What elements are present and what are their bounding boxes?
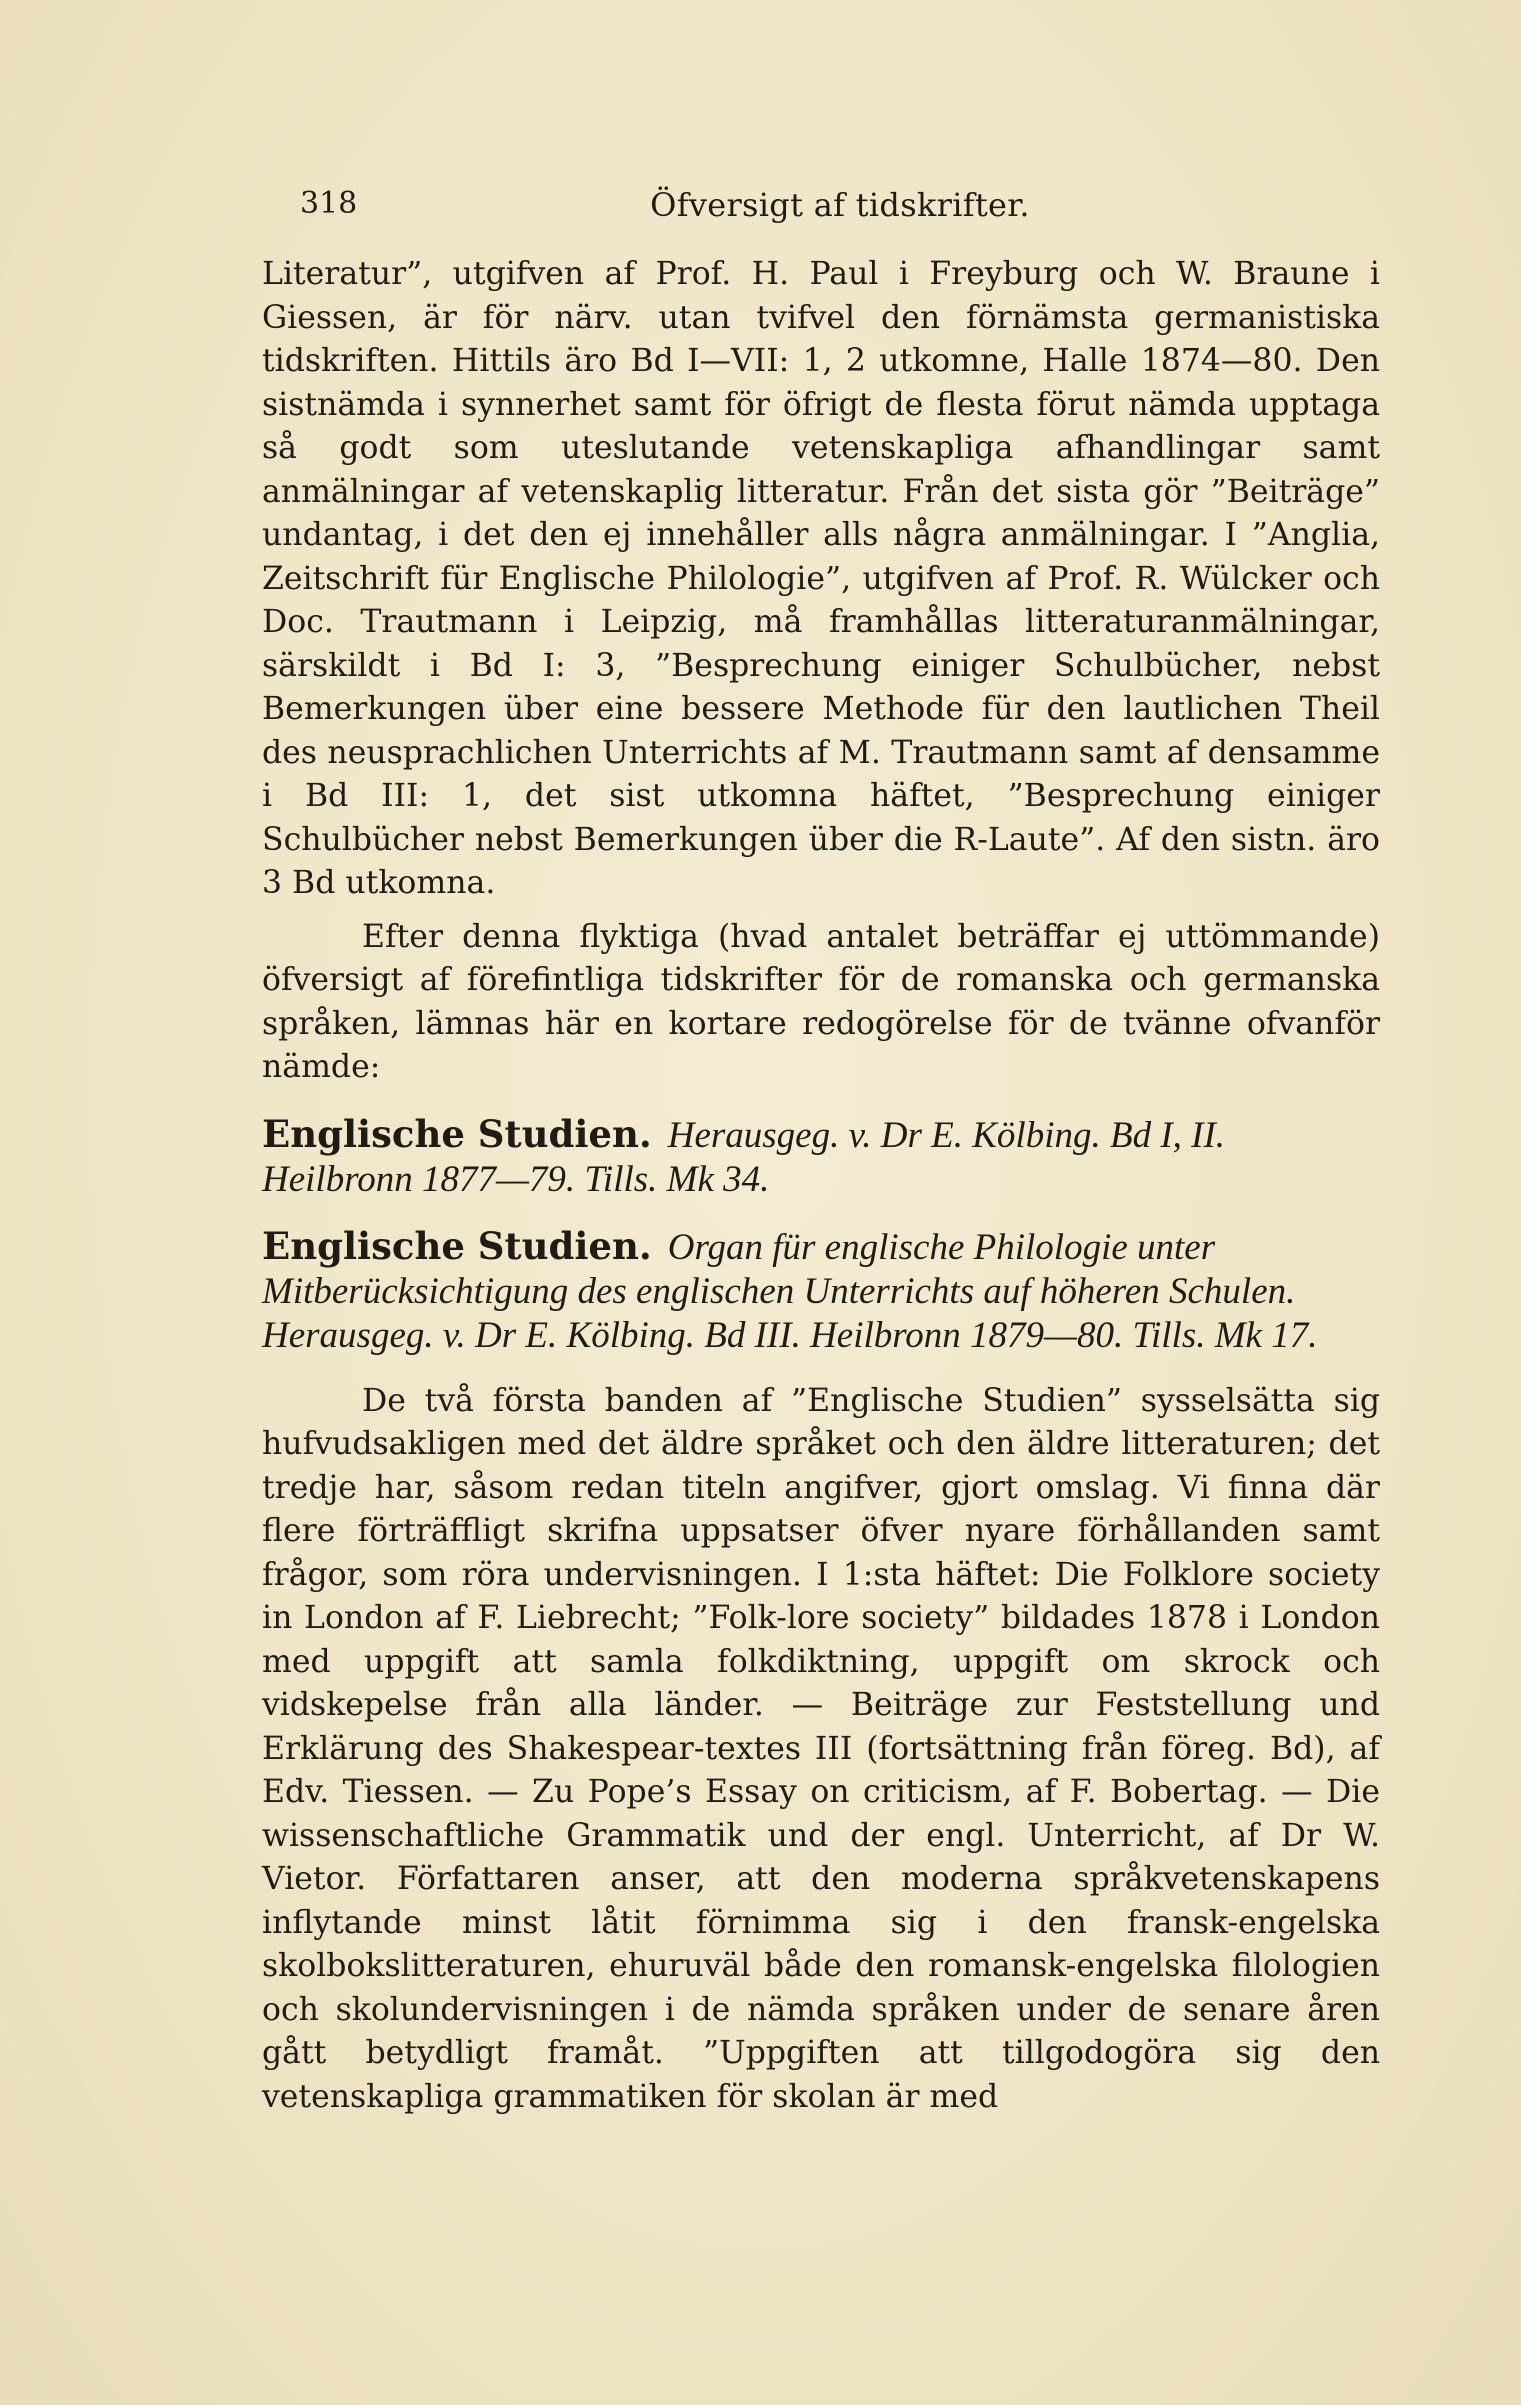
entry-1-title: Englische Studien. [262,1111,652,1156]
paragraph-efter-denna: Efter denna flyktiga (hvad antalet beträffar ej uttömmande) öfversigt af förefintliga tidskrifter för de romanska och germanska språken, lämnas här en kortare redogörelse för de tvänne ofvanför nämde: [262,918,1380,1085]
paragraph-literatur: Literatur”, utgifven af Prof. H. Paul i Freyburg och W. Braune i Giessen, är för närv. utan tvifvel den förnämsta germanistiska tidskriften. Hittils äro Bd I—VII: 1, 2 utkomne, Halle 1874—80. Den sistnämda i synnerhet samt för öfrigt de flesta förut nämda upptaga så godt som uteslutande vetenskapliga afhandlingar samt anmälningar af vetenskaplig litteratur. Från det sista gör ”Beiträge” undantag, i det den ej innehåller alls några anmälningar. I ”Anglia, Zeitschrift für Englische Philologie”, utgifven af Prof. R. Wülcker och Doc. Trautmann i Leipzig, må framhållas litteraturanmälningar, särskildt i Bd I: 3, ”Besprechung einiger Schulbücher, nebst Bemerkungen über eine bessere Methode für den lautlichen Theil des neusprachlichen Unterrichts af M. Trautmann samt af densamme i Bd III: 1, det sist utkomna häftet, ”Besprechung einiger Schulbücher nebst Bemerkungen über die R-Laute”. Af den sistn. äro 3 Bd utkomna. [262,256,1380,901]
paragraph-de-tva-forsta: De två första banden af ”Englische Studien” sysselsätta sig hufvudsakligen med det äldre språket och den äldre litteraturen; det tredje har, såsom redan titeln angifver, gjort omslag. Vi finna där flere förträffligt skrifna uppsatser öfver nyare förhållanden samt frågor, som röra undervisningen. I 1:sta häftet: Die Folklore society in London af F. Liebrecht; ”Folk-lore society” bildades 1878 i London med uppgift att samla folkdiktning, uppgift om skrock och vidskepelse från alla länder. — Beiträge zur Feststellung und Erklärung des Shakespear-textes III (fortsättning från föreg. Bd), af Edv. Tiessen. — Zu Pope’s Essay on criticism, af F. Bobertag. — Die wissenschaftliche Grammatik und der engl. Unterricht, af Dr W. Vietor. Författaren anser, att den moderna språkvetenskapens inflytande minst låtit förnimma sig i den fransk-engelska skolbokslitteraturen, ehuruväl både den romansk-engelska filologien och skolundervisningen i de nämda språken under de senare åren gått betydligt framåt. ”Uppgiften att tillgodogöra sig den vetenskapliga grammatiken för skolan är med [262,1382,1380,2115]
entry-2-title: Englische Studien. [262,1223,652,1268]
body-text [262,253,1380,2119]
bibliographic-entry-2 [262,1224,1380,1358]
page-header [300,186,1380,236]
entry-2-details: Organ für englische Philologie unter Mitberücksichtigung des englischen Unterrichts auf höheren Schulen. Herausgeg. v. Dr E. Kölbing. Bd III. Heilbronn 1879—80. Tills. Mk 17. [262,1226,1318,1356]
running-title: Öfversigt af tidskrifter. [650,186,1030,224]
page-number: 318 [300,186,358,221]
entry-1-details: Herausgeg. v. Dr E. Kölbing. Bd I, II. Heilbronn 1877—79. Tills. Mk 34. [262,1114,1226,1200]
bibliographic-entry-1 [262,1112,1380,1202]
